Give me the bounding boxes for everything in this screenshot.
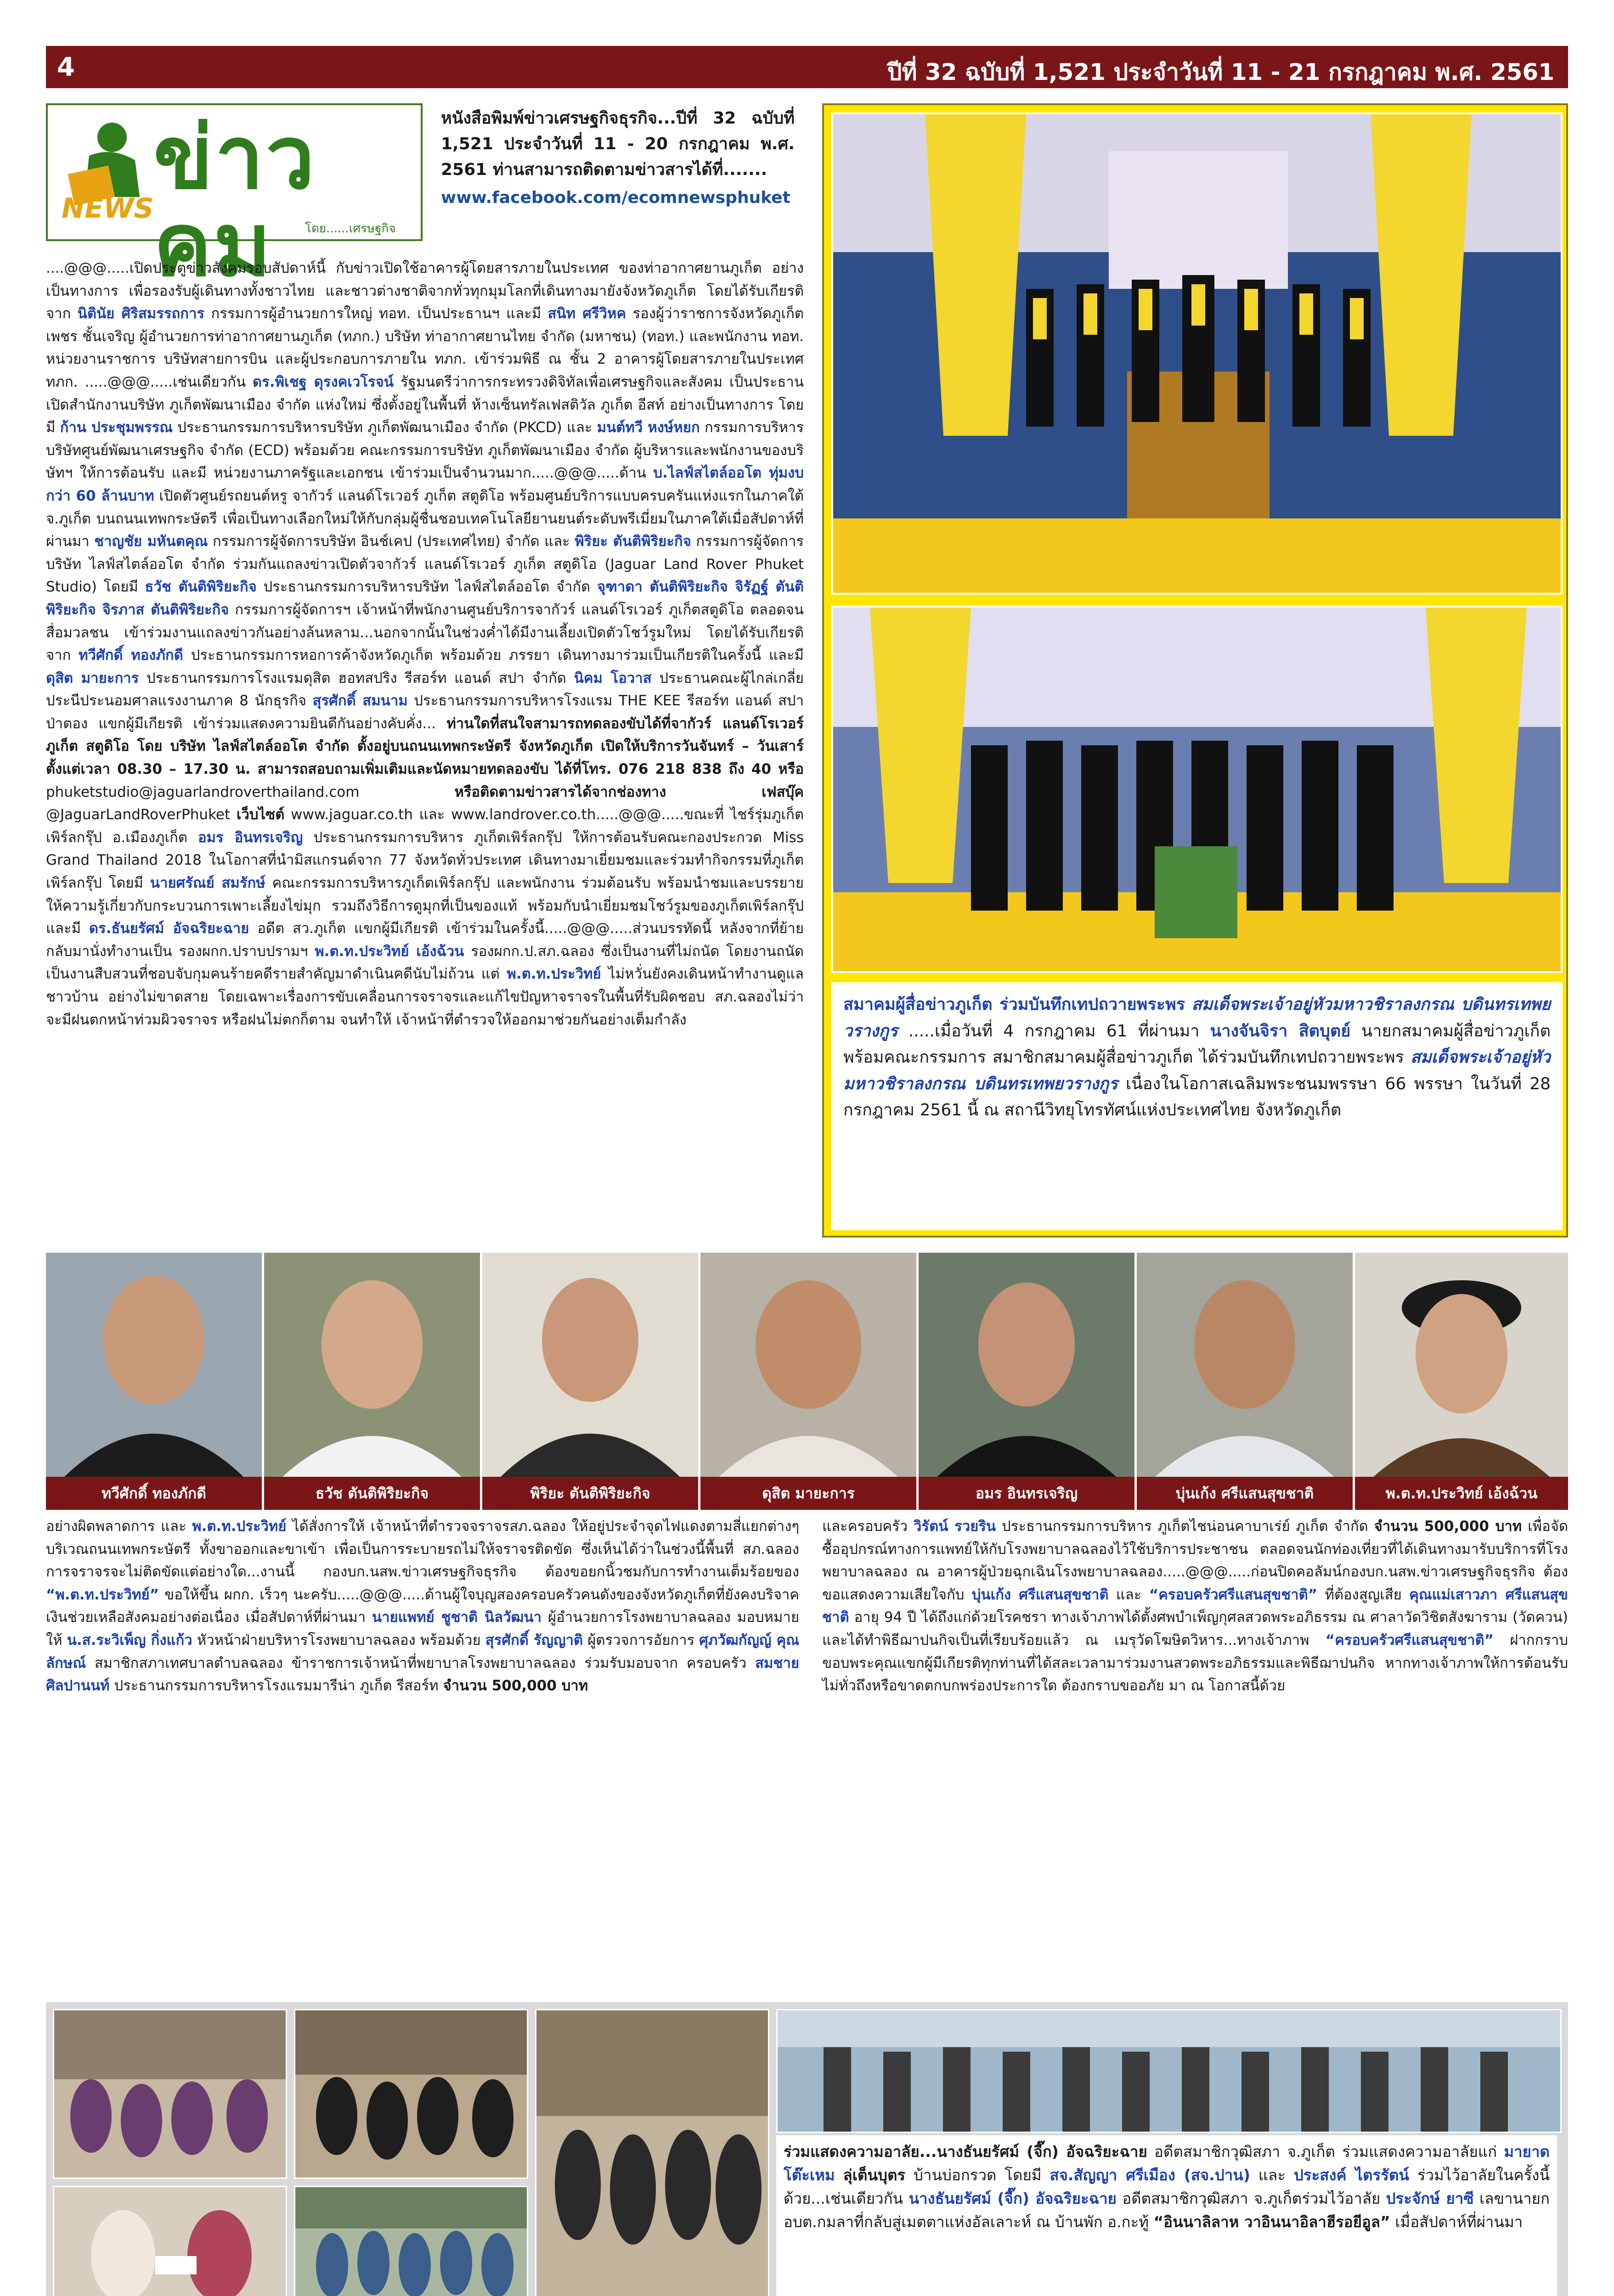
text: กรรมการผู้อำนวยการใหญ่ ทอท. เป็นประธานฯ และมี [211, 305, 542, 322]
highlight-text: บ.ไลฟ์สไตล์ออโต ทุ่มงบกว่า 60 ล้านบาท [46, 465, 804, 504]
text: ฝากกราบขอบพระคุณแขกผู้มีเกียรติทุกท่านที่ได้สละเวลามาร่วมงานสวดพระอภิธรรมและพิธีฌาปนกิจ หากทางเจ้าภาพให้การต้อนรับไม่ทั่วถึงหรือขาดตกบกพร่องประการใด ต้องกราบขออภัย มา ณ โอกาสนี้ด้วย [822, 1632, 1569, 1694]
person-name: นางธันยรัศม์ (จี๊ก) อัจฉริยะฉาย [909, 2189, 1117, 2208]
person-name: นางจันจิรา สิตบุตย์ [1210, 1021, 1351, 1041]
text: อดีตสมาชิกวุฒิสภา จ.ภูเก็ตร่วมไว้อาลัย [1122, 2189, 1381, 2208]
royal-name: สมเด็จพระเจ้าอยู่หัวมหาวชิราลงกรณ บดินทรเทพยวรางกูร [843, 1048, 1551, 1093]
person-name: “พ.ต.ท.ประวิทย์” [46, 1586, 159, 1603]
amount-text: จำนวน 500,000 บาท [443, 1677, 588, 1694]
text: กรรมการผู้จัดการฯ เจ้าหน้าที่พนักงานศูนย์บริการจากัวร์ แลนด์โรเวอร์ ภูเก็ตสตูดิโอ ตลอดจนสื่อมวลชน เข้าร่วมงานแถลงข่าวกันอย่างล้นหลาม...นอกจากนั้นในช่วงค่ำได้มีงานเลี้ยงเปิดตัวโชว์รูมใหม่ โดยได้รับเกียรติจาก [46, 601, 804, 664]
quote-text: “อินนาลิลาห วาอินนาอิลาฮีรอยีอูล” [1153, 2213, 1390, 2231]
person-name: “ครอบครัวศรีแสนสุขชาติ” [1325, 1632, 1494, 1649]
person-name: น.ส.ระวิเพ็ญ กิ่งแก้ว [67, 1632, 192, 1649]
bold-text: เว็บไซต์ [236, 806, 285, 823]
text: ประธานกรรมการบริหาร ภูเก็ตเพิร์ลกรุ๊ป ให้การต้อนรับคณะกองประกวด Miss Grand Thailand 2018 ในโอกาสที่นำมิสแกรนด์จาก 77 จังหวัดทั่วประเทศ เดินทางมาเยี่ยมชมและร่วมทำกิจกรรมที่ภูเก็ตเพิร์ลกรุ๊ป โดยมี [46, 829, 804, 892]
person-name: ประจักษ์ ยาซี [1386, 2189, 1474, 2208]
text: รองผู้ว่าราชการจังหวัดภูเก็ต เพชร ชั้นเจริญ ผู้อำนวยการท่าอากาศยานภูเก็ต (ทภก.) บริษัท ท่าอากาศยานไทย จำกัด (มหาชน) (ทอท.) และพนักงาน ทอท. หน่วยงานราชการ บริษัทสายการบิน และผู้ประกอบการภายใน ทภก. เข้าร่วมพิธี ณ ชั้น 2 อาคารผู้โดยสารภายในประเทศ ทภก. .....@@@.....เช่นเดียวกัน [46, 305, 804, 390]
bold-text: ท่านใดที่สนใจสามารถทดลองขับได้ที่จากัวร์ แลนด์โรเวอร์ ภูเก็ต สตูดิโอ โดย บริษัท ไลฟ์สไตล์ออโต จำกัด ตั้งอยู่บนถนนเทพกระษัตรี จังหวัดภูเก็ต เปิดให้บริการวันจันทร์ – วันเสาร์ ตั้งแต่เวลา 08.30 – 17.30 น. สามารถสอบถามเพิ่มเติมและนัดหมายทดลองขับ ได้ที่โทร. 076 218 838 ถึง 40 หรือ [46, 715, 804, 778]
person-name: บุ่นเก้ง ศรีแสนสุขชาติ [971, 1586, 1109, 1603]
portrait-name: พิริยะ ตันติพิริยะกิจ [482, 1477, 698, 1510]
text: ประธานกรรมการบริหารบริษัท ไลฟ์สไตล์ออโต จำกัด [263, 579, 591, 596]
ceremony-photo-1 [831, 113, 1563, 595]
person-name: ดุสิต มายะการ [46, 670, 139, 687]
text: กรรมการผู้จัดการบริษัท อินช์เคป (ประเทศไทย) จำกัด และ [212, 533, 570, 550]
text: ลุ่เต็นบุตร [843, 2166, 906, 2184]
portrait-2 [264, 1253, 480, 1510]
portrait-name: ดุสิต มายะการ [700, 1477, 916, 1510]
portrait-row [46, 1253, 1568, 1510]
text: เลขานายก อบต.กมลาที่กลับสู่เมตตาแห่งอัลเลาะห์ ณ บ้านพัก อ.กะทู้ [784, 2189, 1550, 2231]
feature-yellow-box [822, 103, 1568, 1238]
text: อายุ 94 ปี ได้ถึงแก่ด้วยโรคชรา ทางเจ้าภาพได้ตั้งศพบำเพ็ญกุศลสวดพระอภิธรรม ณ ศาลาวัดวิชิตสังฆาราม (วัดควน) และได้ทำพิธีฌาปนกิจเป็นที่เรียบร้อยแล้ว ณ เมรุวัดโฆษิตวิหาร...ทางเจ้าภาพ [822, 1609, 1568, 1649]
person-name: ก้าน ประชุมพรรณ [60, 419, 173, 436]
article-society-news [46, 257, 804, 1031]
text: www.jaguar.co.th และ www.landrover.co.th.....@@@.....ขณะที่ ไชร์รุ่มภูเก็ตเพิร์ลกรุ๊ป อ.เมืองภูเก็ต [46, 806, 804, 846]
person-name: “ครอบครัวศรีแสนสุขชาติ” [1149, 1586, 1318, 1603]
text: เพื่อจัดซื้ออุปกรณ์ทางการแพทย์ให้กับโรงพยาบาลฉลองไว้ใช้บริการประชาชน ตลอดจนนักท่องเที่ยวที่ได้เดินทางมารับบริการที่โรงพยาบาลฉลอง ณ อาคารผู้ป่วยฉุกเฉินโรงพยาบาลฉลอง.....@@@.....ก่อนปิดคอลัมน์กองบก.นสพ.ข่าวเศรษฐกิจธุรกิจ ต้องขอแสดงความเสียใจกับ [822, 1518, 1569, 1603]
logo-tagline: โดย......เศรษฐกิจ [305, 222, 396, 236]
text: เนื่องในโอกาสเฉลิมพระชนมพรรษา 66 พรรษา ในวันที่ 28 กรกฎาคม 2561 นี้ ณ สถานีวิทยุโทรทัศน์แห่งประเทศไทย จังหวัดภูเก็ต [843, 1074, 1551, 1120]
portrait-name: บุ่นเก้ง ศรีแสนสุขชาติ [1137, 1477, 1353, 1510]
text: ประธานกรรมการบริหารโรงแรมมารีน่า ภูเก็ต รีสอร์ท [114, 1677, 439, 1694]
text: คณะกรรมการบริหารภูเก็ตเพิร์ลกรุ๊ป และพนักงาน ร่วมต้อนรับ พร้อมนำชมและบรรยายให้ความรู้เกี่ยวกับกระบวนการเพาะเลี้ยงไข่มุก รวมถึงวิธีการดูมุกที่เป็นของแท้ พร้อมกับนำเยี่ยมชมโชว์รูมของภูเก็ตเพิร์ลกรุ๊ป และมี [46, 875, 804, 937]
intro-text [441, 106, 795, 211]
person-name: สมชาย ศิลปานนท์ [46, 1654, 800, 1694]
person-name: นิตินัย ศิริสมรรถการ [77, 305, 205, 322]
text: ที่ต้องสูญเสีย [1325, 1586, 1402, 1603]
text: ....@@@.....เปิดประตูข่าวสังคมรอบสัปดาห์นี้ กับข่าวเปิดใช้อาคารผู้โดยสารภายในประเทศ ของท่าอากาศยานภูเก็ต อย่างเป็นทางการ เพื่อรองรับผู้เดินทางทั้งชาวไทย และชาวต่างชาติจากทั่วทุกมุมโลกที่เดินทางมายังจังหวัดภูเก็ต โดยได้รับเกียรติจาก [46, 260, 804, 322]
text: ประธานกรรมการโรงแรมดุสิต ฮอทสปริง รีสอร์ท แอนด์ สปา จำกัด [146, 670, 566, 687]
person-name: วิรัตน์ รวยริน [913, 1518, 996, 1535]
person-name: ดร.ธันยรัศม์ อัจฉริยะฉาย [89, 920, 249, 937]
person-name: ธวัช ตันติพิริยะกิจ [145, 579, 257, 596]
person-name: สนิท ศรีวิหค [547, 305, 626, 322]
donation-photo-4 [294, 2186, 528, 2296]
text: ประธานกรรมการบริหารบริษัท ภูเก็ตพัฒนาเมือง จำกัด (PKCD) และ [177, 419, 593, 436]
logo-news-text: NEWS [62, 192, 154, 225]
text: บ้านบ่อกรวด โดยมี [913, 2166, 1042, 2184]
person-name: มนต์ทวี หงษ์หยก [597, 419, 700, 436]
article-continued-left [46, 1515, 799, 1698]
portrait-name: ทวีศักดิ์ ทองภักดี [46, 1477, 262, 1510]
page-header-bar [46, 46, 1568, 88]
text: อดีตสมาชิกวุฒิสภา จ.ภูเก็ต ร่วมแสดงความอาลัยแก่ [1154, 2143, 1497, 2161]
person-name: มายาด โต๊ะเหม [784, 2143, 1550, 2184]
text: และ [1116, 1586, 1142, 1603]
text: และ [1258, 2166, 1286, 2184]
text: กรรมการบริหารบริษัทศูนย์พัฒนาเศรษฐกิจ จำกัด (ECD) พร้อมด้วย คณะกรรมการบริษัท ภูเก็ตพัฒนาเมือง จำกัด ผู้บริหารและพนักงานของบริษัทฯ ให้การต้อนรับ และมี หน่วยงานภาครัฐและเอกชน เข้าร่วมเป็นจำนวนมาก.....@@@.....ด้าน [46, 419, 804, 482]
bold-text: หรือติดตามข่าวสารได้จากช่องทาง เฟสบุ๊ค [454, 783, 804, 800]
text: ขอให้ขึ้น ผกก. เร็วๆ นะครับ.....@@@.....ด้านผู้ใจบุญสองครอบครัวคนดังของจังหวัดภูเก็ตที่ยังคงบริจาคเงินช่วยเหลือสังคมอย่างต่อเนื่อง เมื่อสัปดาห์ที่ผ่านมา [46, 1586, 800, 1626]
portrait-name: พ.ต.ท.ประวิทย์ เอ้งฉ้วน [1355, 1477, 1568, 1510]
text: เมื่อสัปดาห์ที่ผ่านมา [1395, 2213, 1523, 2231]
text: ผู้อำนวยการโรงพยาบาลฉลอง มอบหมายให้ [46, 1609, 799, 1649]
portrait-5 [919, 1253, 1134, 1510]
page-number: 4 [57, 52, 75, 82]
bottom-caption [776, 2135, 1557, 2296]
text: สมาชิกสภาเทศบาลตำบลฉลอง ข้าราชการเจ้าหน้าที่พยาบาลโรงพยาบาลฉลอง ร่วมรับมอบจาก ครอบครัว [94, 1654, 747, 1671]
donation-photo-2 [294, 2009, 528, 2179]
person-name: นายแพทย์ ชูชาติ นิลวัฒนา [372, 1609, 542, 1626]
person-name: สุรศักดิ์ สมนาม [312, 692, 408, 709]
article-continued-right [822, 1515, 1568, 1698]
caption-headline: ร่วมแสดงความอาลัย...นางธันยรัศม์ (จี๊ก) อัจฉริยะฉาย [784, 2143, 1147, 2161]
text: กรรมการผู้จัดการ บริษัท ไลฟ์สไตล์ออโต จำกัด ร่วมกันแถลงข่าวเปิดตัวจากัวร์ แลนด์โรเวอร์ ภูเก็ต สตูดิโอ (Jaguar Land Rover Phuket Studio) โดยมี [46, 533, 804, 596]
text: ผู้ตรวจการอัยการ [587, 1632, 695, 1649]
text: ไม่หวั่นยังคงเดินหน้าทำงานดูแลชาวบ้าน อย่างไม่ขาดสาย โดยเฉพาะเรื่องการขับเคลื่อนการจราจรและแก้ไขปัญหาจราจรในพื้นที่รับผิดชอบ สภ.ฉลองไม่ว่าจะมีฝนตกหน้าท่วมผิวจราจร หรือฝนไม่ตกก็ตาม จนทำให้ เจ้าหน้าที่ตำรวจให้ออกมาช่วยกันอย่างเต็มกำลัง [46, 966, 804, 1028]
person-name: ประสงค์ ไตรรัตน์ [1293, 2166, 1409, 2184]
text: รัฐมนตรีว่าการกระทรวงดิจิทัลเพื่อเศรษฐกิจและสังคม เป็นประธานเปิดสำนักงานบริษัท ภูเก็ตพัฒนาเมือง จำกัด แห่งใหม่ ซึ่งตั้งอยู่ในพื้นที่ ห้างเซ็นทรัลเฟสติวัล ภูเก็ต อีสท์ อย่างเป็นทางการ โดยมี [46, 373, 804, 436]
amount-text: จำนวน 500,000 บาท [1374, 1518, 1522, 1535]
text: เปิดตัวศูนย์รถยนต์หรู จากัวร์ แลนด์โรเวอร์ ภูเก็ต สตูดิโอ พร้อมศูนย์บริการแบบครบครันแห่งแรกในภาคใต้ จ.ภูเก็ต บนถนนเทพกระษัตรี เพื่อเป็นทางเลือกใหม่ให้กับกลุ่มผู้ชื่นชอบเทคโนโลยียานยนต์ระดับพรีเมี่ยมในภาคใต้เมื่อสัปดาห์ที่ผ่านมา [46, 487, 804, 550]
person-name: สจ.สัญญา ศรีเมือง (สจ.ปาน) [1050, 2166, 1250, 2184]
person-name: ศุภวัฒกัญญ์ คุณลักษณ์ [46, 1632, 799, 1671]
portrait-name: ธวัช ตันติพิริยะกิจ [264, 1477, 480, 1510]
portrait-1 [46, 1253, 262, 1510]
column-logo [46, 103, 423, 296]
portrait-3 [482, 1253, 698, 1510]
portrait-name: อมร อินทรเจริญ [919, 1477, 1134, 1510]
text: .....เมื่อวันที่ 4 กรกฎาคม 61 ที่ผ่านมา [908, 1021, 1200, 1041]
person-name: ทวีศักดิ์ ทองภักดี [79, 647, 183, 664]
logo-title: ข่าวคม [153, 107, 317, 296]
text: ได้สั่งการให้ เจ้าหน้าที่ตำรวจจราจรสภ.ฉลอง ให้อยู่ประจำจุดไฟแดงตามสี่แยกต่างๆ บริเวณถนนเทพกระษัตรี ทั้งขาออกและขาเข้า เพื่อเป็นการระบายรถไม่ให้จราจรติดขัด ซึ่งเห็นได้ว่าในช่วงนี้พื้นที่ สภ.ฉลองการจราจรจะไม่ติดขัดแต่อย่างใด...งานนี้ กองบก.นสพ.ข่าวเศรษฐกิจธุรกิจ ต้องขอยกนิ้วชมกับการทำงานเต็มร้อยของ [46, 1518, 799, 1581]
intro-body: หนังสือพิมพ์ข่าวเศรษฐกิจธุรกิจ...ปีที่ 32 ฉบับที่ 1,521 ประจำวันที่ 11 - 20 กรกฎาคม พ.ศ. 2561 ท่านสามารถติดตามข่าวสารได้ที่....... [441, 109, 795, 179]
person-name: พิริยะ ตันติพิริยะกิจ [575, 533, 691, 550]
feature-caption [831, 982, 1563, 1230]
person-name: ชาญชัย มหันตคุณ [94, 533, 208, 550]
person-name: จุฑาดา ตันติพิริยะกิจ จิรัฏฐ์ ตันติพิริยะกิจ จิรภาส ตันติพิริยะกิจ [46, 579, 804, 618]
text: อดีต สว.ภูเก็ต แขกผู้มีเกียรติ เข้าร่วมในครั้งนี้.....@@@.....ส่วนบรรทัดนี้ หลังจากที่ย้ายกลับมานั่งทำงานเป็น รองผกก.ปราบปรามฯ [46, 920, 804, 960]
caption-headline: สมาคมผู้สื่อข่าวภูเก็ต ร่วมบันทึกเทปถวายพระพร [843, 995, 1185, 1014]
person-name: อมร อินทรเจริญ [198, 829, 303, 846]
person-name: นิคม โอวาส [574, 670, 652, 687]
donation-photo-1 [53, 2009, 287, 2179]
email-text: phuketstudio@jaguarlandroverthailand.com [46, 783, 360, 800]
text: ประธานกรรมการบริหาร ภูเก็ตไชน่อนคาบาเร่ย์ ภูเก็ต จำกัด [1002, 1518, 1368, 1535]
text: หัวหน้าฝ่ายบริหารโรงพยาบาลฉลอง พร้อมด้วย [197, 1632, 481, 1649]
issue-line: ปีที่ 32 ฉบับที่ 1,521 ประจำวันที่ 11 - 21 กรกฎาคม พ.ศ. 2561 [887, 59, 1554, 85]
condolence-group-photo [776, 2009, 1562, 2133]
text: รองผกก.ป.สภ.ฉลอง ซึ่งเป็นงานที่ไม่ถนัด โดยงานถนัดเป็นงานสืบสวนที่ชอบจับกุมคนร้ายคดีรายสำคัญมาดำเนินคดีนับไม่ถ้วน แต่ [46, 943, 804, 983]
text: นายกสมาคมผู้สื่อข่าวภูเก็ต พร้อมคณะกรรมการ สมาชิกสมาคมผู้สื่อข่าวภูเก็ต ได้ร่วมบันทึกเทปถวายพระพร [843, 1021, 1551, 1067]
text: ประธานกรรมการบริหารโรงแรม THE KEE รีสอร์ท แอนด์ สปา ป่าตอง แขกผู้มีเกียรติ เข้าร่วมแสดงความยินดีกันอย่างคับคั่ง... [46, 692, 804, 732]
portrait-7 [1355, 1253, 1568, 1510]
portrait-4 [700, 1253, 916, 1510]
donation-photo-5 [535, 2009, 769, 2296]
text: ประธานคณะผู้ไกล่เกลี่ยประนีประนอมศาลแรงงานภาค 8 นักธุรกิจ [46, 670, 804, 709]
person-name: ดร.พิเชฐ ดุรงคเวโรจน์ [253, 373, 394, 390]
person-name: พ.ต.ท.ประวิทย์ [507, 966, 601, 983]
portrait-6 [1137, 1253, 1353, 1510]
facebook-handle: @JaguarLandRoverPhuket [46, 806, 231, 823]
person-name: สุรศักดิ์ รัญญาติ [485, 1632, 583, 1649]
donation-photo-3 [53, 2186, 287, 2296]
person-name: คุณแม่เสาวภา ศรีแสนสุขชาติ [822, 1586, 1569, 1626]
person-name: พ.ต.ท.ประวิทย์ เอ้งฉ้วน [315, 943, 464, 960]
text: ประธานกรรมการหอการค้าจังหวัดภูเก็ต พร้อมด้วย ภรรยา เดินทางมาร่วมเป็นเกียรติในครั้งนี้ และมี [191, 647, 804, 664]
text: อย่างผิดพลาดการ และ [46, 1518, 186, 1535]
person-name: นายศรัณย์ สมรักษ์ [150, 875, 265, 892]
ceremony-photo-2 [831, 606, 1563, 973]
royal-name: สมเด็จพระเจ้าอยู่หัวมหาวชิราลงกรณ บดินทรเทพยวรางกูร [843, 995, 1551, 1041]
facebook-link[interactable]: www.facebook.com/ecomnewsphuket [441, 188, 790, 208]
text: ร่วมไว้อาลัยในครั้งนี้ ด้วย...เช่นเดียวกัน [784, 2166, 1550, 2208]
text: และครอบครัว [822, 1518, 908, 1535]
person-name: พ.ต.ท.ประวิทย์ [192, 1518, 287, 1535]
